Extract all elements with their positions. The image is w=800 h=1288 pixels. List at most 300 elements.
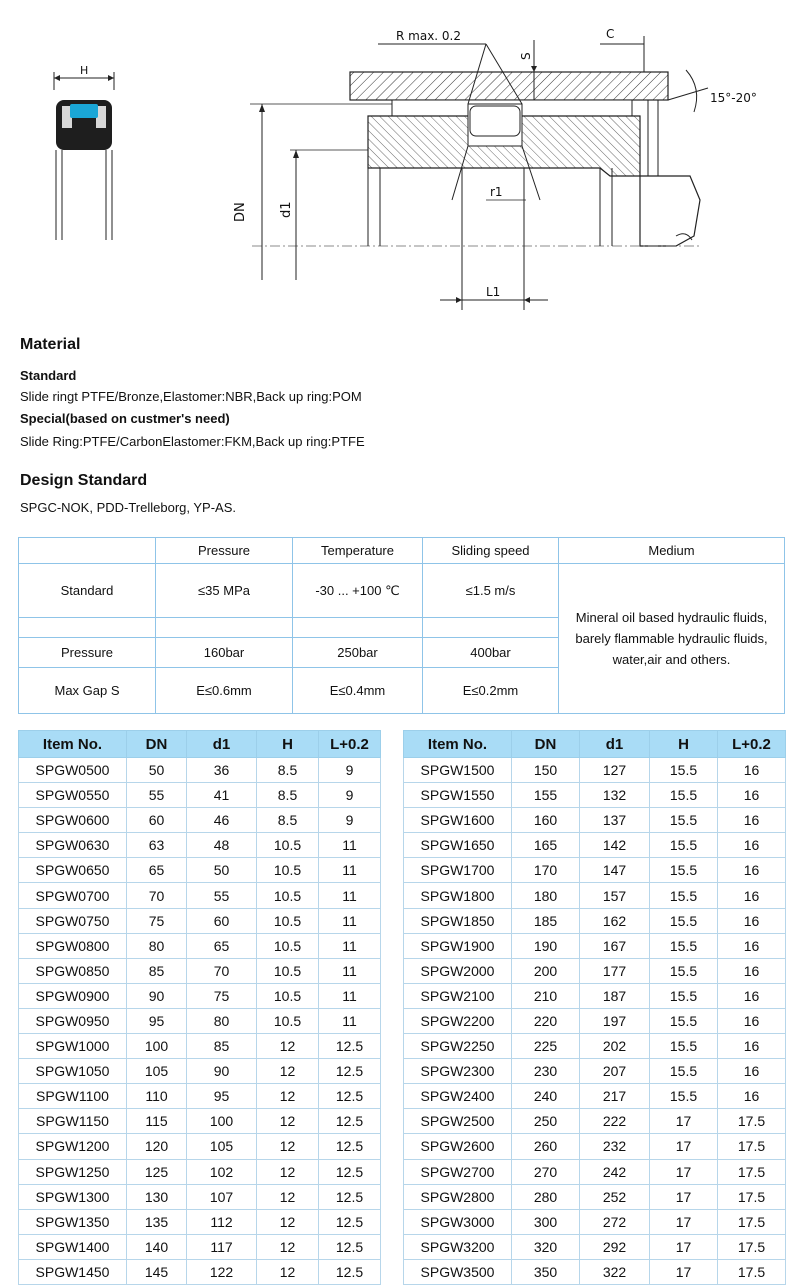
table-row <box>19 908 381 933</box>
table-cell: 95 <box>127 1008 187 1033</box>
groove-cross-section <box>233 27 757 310</box>
table-cell: 210 <box>512 983 580 1008</box>
table-cell: 170 <box>512 858 580 883</box>
table-cell: 55 <box>187 883 257 908</box>
gap-value: E≤0.2mm <box>423 668 559 714</box>
table-cell: 17 <box>650 1109 718 1134</box>
table-cell: 8.5 <box>257 758 319 783</box>
table-cell: 63 <box>127 833 187 858</box>
r-max-label: R max. 0.2 <box>396 29 462 43</box>
table-cell: 12 <box>257 1184 319 1209</box>
table-cell: 12 <box>257 1084 319 1109</box>
table-cell: SPGW2250 <box>404 1034 512 1059</box>
table-row <box>404 1234 786 1259</box>
table-cell: 15.5 <box>650 783 718 808</box>
table-cell: SPGW0630 <box>19 833 127 858</box>
table-cell: 11 <box>319 883 381 908</box>
gap-label: Max Gap S <box>19 668 156 714</box>
table-cell: 15.5 <box>650 858 718 883</box>
material-special-title: Special(based on custmer's need) <box>20 411 230 426</box>
table-cell: 85 <box>127 958 187 983</box>
table-row <box>19 1209 381 1234</box>
table-cell: 117 <box>187 1234 257 1259</box>
table-cell: 240 <box>512 1084 580 1109</box>
design-standard-text: SPGC-NOK, PDD-Trelleborg, YP-AS. <box>20 500 236 515</box>
size-table-right <box>403 730 786 1285</box>
table-cell: 15.5 <box>650 1059 718 1084</box>
table-cell: SPGW0750 <box>19 908 127 933</box>
table-cell: SPGW0950 <box>19 1008 127 1033</box>
table-cell: 220 <box>512 1008 580 1033</box>
table-cell: 12 <box>257 1209 319 1234</box>
table-row <box>404 1034 786 1059</box>
table-cell: 197 <box>580 1008 650 1033</box>
table-cell: 17.5 <box>718 1234 786 1259</box>
table-cell: 157 <box>580 883 650 908</box>
table-cell: 140 <box>127 1234 187 1259</box>
seal-technical-drawing <box>0 0 800 320</box>
table-cell: 16 <box>718 858 786 883</box>
table-cell: 16 <box>718 1034 786 1059</box>
table-cell: SPGW1000 <box>19 1034 127 1059</box>
table-cell: 12 <box>257 1034 319 1059</box>
table-cell: 16 <box>718 983 786 1008</box>
table-cell: 17.5 <box>718 1109 786 1134</box>
table-cell: 17.5 <box>718 1184 786 1209</box>
table-cell: 90 <box>187 1059 257 1084</box>
table-cell: 16 <box>718 833 786 858</box>
table-cell: SPGW2600 <box>404 1134 512 1159</box>
table-cell: 15.5 <box>650 908 718 933</box>
table-cell: 16 <box>718 1008 786 1033</box>
table-cell: 320 <box>512 1234 580 1259</box>
table-cell: 8.5 <box>257 808 319 833</box>
table-cell: 165 <box>512 833 580 858</box>
standard-label: Standard <box>19 564 156 618</box>
table-cell: 272 <box>580 1209 650 1234</box>
table-cell: 16 <box>718 758 786 783</box>
table-cell: 167 <box>580 933 650 958</box>
table-cell: 200 <box>512 958 580 983</box>
table-cell: 50 <box>187 858 257 883</box>
table-cell: SPGW1250 <box>19 1159 127 1184</box>
table-cell: 122 <box>187 1259 257 1284</box>
table-cell: 15.5 <box>650 983 718 1008</box>
table-cell: 9 <box>319 808 381 833</box>
table-cell: SPGW3000 <box>404 1209 512 1234</box>
table-cell: 190 <box>512 933 580 958</box>
table-row <box>404 1109 786 1134</box>
table-cell: 12.5 <box>319 1209 381 1234</box>
conditions-header-cell: Sliding speed <box>423 538 559 564</box>
table-cell: 10.5 <box>257 883 319 908</box>
table-cell: 10.5 <box>257 908 319 933</box>
material-standard-text: Slide ringt PTFE/Bronze,Elastomer:NBR,Back up ring:POM <box>20 389 362 404</box>
table-row <box>404 958 786 983</box>
table-cell: SPGW2500 <box>404 1109 512 1134</box>
table-cell: SPGW1850 <box>404 908 512 933</box>
col-h: H <box>650 731 718 758</box>
table-cell: 12 <box>257 1234 319 1259</box>
seal-profile-view <box>54 64 114 240</box>
table-row <box>19 958 381 983</box>
table-cell: 80 <box>127 933 187 958</box>
table-cell: SPGW1450 <box>19 1259 127 1284</box>
table-row <box>19 808 381 833</box>
col-dn: DN <box>512 731 580 758</box>
table-cell: 11 <box>319 983 381 1008</box>
table-row <box>404 933 786 958</box>
table-cell: SPGW1200 <box>19 1134 127 1159</box>
table-cell: 17.5 <box>718 1159 786 1184</box>
table-cell: 250 <box>512 1109 580 1134</box>
table-cell: SPGW2700 <box>404 1159 512 1184</box>
table-cell: 15.5 <box>650 833 718 858</box>
table-cell: 12.5 <box>319 1134 381 1159</box>
table-cell: SPGW2800 <box>404 1184 512 1209</box>
material-heading: Material <box>20 336 81 353</box>
col-h: H <box>257 731 319 758</box>
table-cell: 350 <box>512 1259 580 1284</box>
standard-temperature: -30 ... +100 ℃ <box>293 564 423 618</box>
table-cell: 75 <box>187 983 257 1008</box>
table-cell: 15.5 <box>650 1084 718 1109</box>
table-cell: 147 <box>580 858 650 883</box>
material-standard-title: Standard <box>20 368 77 383</box>
table-cell: 12 <box>257 1259 319 1284</box>
table-cell: 60 <box>187 908 257 933</box>
table-row <box>404 808 786 833</box>
table-cell: 16 <box>718 958 786 983</box>
l1-label: L1 <box>486 285 501 299</box>
table-cell: 217 <box>580 1084 650 1109</box>
table-cell: 12.5 <box>319 1184 381 1209</box>
angle-label: 15°-20° <box>710 91 757 105</box>
table-cell: 11 <box>319 933 381 958</box>
table-cell: 15.5 <box>650 1008 718 1033</box>
table-cell: SPGW0500 <box>19 758 127 783</box>
col-d1: d1 <box>187 731 257 758</box>
table-cell: 145 <box>127 1259 187 1284</box>
table-row <box>404 1209 786 1234</box>
size-table-left <box>18 730 381 1285</box>
table-cell: SPGW1150 <box>19 1109 127 1134</box>
pressure-label: Pressure <box>19 638 156 668</box>
table-row <box>19 983 381 1008</box>
table-cell: 322 <box>580 1259 650 1284</box>
table-cell: 48 <box>187 833 257 858</box>
table-row <box>19 758 381 783</box>
table-cell: 105 <box>187 1134 257 1159</box>
table-cell: SPGW1600 <box>404 808 512 833</box>
table-cell: 12.5 <box>319 1259 381 1284</box>
table-cell: 222 <box>580 1109 650 1134</box>
table-cell: 115 <box>127 1109 187 1134</box>
table-cell: 10.5 <box>257 833 319 858</box>
standard-pressure: ≤35 MPa <box>156 564 293 618</box>
table-cell: 127 <box>580 758 650 783</box>
table-cell: 50 <box>127 758 187 783</box>
table-cell: 11 <box>319 833 381 858</box>
table-cell: 270 <box>512 1159 580 1184</box>
table-cell: 105 <box>127 1059 187 1084</box>
table-cell: 100 <box>127 1034 187 1059</box>
table-row <box>404 883 786 908</box>
table-cell: SPGW0850 <box>19 958 127 983</box>
material-special-text: Slide Ring:PTFE/CarbonElastomer:FKM,Back up ring:PTFE <box>20 434 365 449</box>
table-row <box>19 1059 381 1084</box>
table-row <box>404 1259 786 1284</box>
table-cell: SPGW2400 <box>404 1084 512 1109</box>
table-row <box>19 1084 381 1109</box>
table-cell: 142 <box>580 833 650 858</box>
table-cell: 70 <box>187 958 257 983</box>
table-cell: 10.5 <box>257 983 319 1008</box>
col-dn: DN <box>127 731 187 758</box>
table-row <box>404 1134 786 1159</box>
table-cell: 16 <box>718 933 786 958</box>
gap-value: E≤0.4mm <box>293 668 423 714</box>
table-cell: 10.5 <box>257 1008 319 1033</box>
table-cell: SPGW3500 <box>404 1259 512 1284</box>
table-row <box>19 783 381 808</box>
gap-value: E≤0.6mm <box>156 668 293 714</box>
table-row <box>404 783 786 808</box>
size-header-row <box>19 731 381 758</box>
table-cell: 17.5 <box>718 1209 786 1234</box>
table-cell: 60 <box>127 808 187 833</box>
table-cell: 185 <box>512 908 580 933</box>
table-cell: 207 <box>580 1059 650 1084</box>
table-cell: SPGW1500 <box>404 758 512 783</box>
table-cell: 16 <box>718 908 786 933</box>
table-cell: 17.5 <box>718 1259 786 1284</box>
table-cell: 90 <box>127 983 187 1008</box>
medium-cell: Mineral oil based hydraulic fluids, barely flammable hydraulic fluids, water,air and others. <box>559 564 785 714</box>
pressure-value: 250bar <box>293 638 423 668</box>
conditions-header-cell: Pressure <box>156 538 293 564</box>
table-row <box>404 1084 786 1109</box>
table-cell: SPGW1550 <box>404 783 512 808</box>
table-cell: 125 <box>127 1159 187 1184</box>
table-cell: 100 <box>187 1109 257 1134</box>
table-cell: 75 <box>127 908 187 933</box>
table-row <box>19 1109 381 1134</box>
r1-label: r1 <box>490 185 503 199</box>
table-cell: 15.5 <box>650 1034 718 1059</box>
c-label: C <box>606 27 615 41</box>
table-cell: SPGW1650 <box>404 833 512 858</box>
table-row <box>19 858 381 883</box>
standard-speed: ≤1.5 m/s <box>423 564 559 618</box>
table-row <box>404 833 786 858</box>
table-cell: 10.5 <box>257 933 319 958</box>
table-cell: SPGW0550 <box>19 783 127 808</box>
table-cell: 12 <box>257 1109 319 1134</box>
table-cell: 160 <box>512 808 580 833</box>
s-label: S <box>519 52 533 60</box>
table-cell: 12.5 <box>319 1034 381 1059</box>
table-cell: SPGW1100 <box>19 1084 127 1109</box>
table-cell: SPGW1700 <box>404 858 512 883</box>
table-row <box>19 933 381 958</box>
table-cell: 15.5 <box>650 958 718 983</box>
table-cell: SPGW3200 <box>404 1234 512 1259</box>
col-l: L+0.2 <box>319 731 381 758</box>
conditions-header-cell <box>19 538 156 564</box>
table-cell: 17 <box>650 1234 718 1259</box>
table-row <box>404 908 786 933</box>
table-cell: 132 <box>580 783 650 808</box>
table-cell: SPGW0800 <box>19 933 127 958</box>
pressure-value: 400bar <box>423 638 559 668</box>
table-row <box>19 1184 381 1209</box>
table-cell: 180 <box>512 883 580 908</box>
table-cell: 300 <box>512 1209 580 1234</box>
table-cell: 11 <box>319 858 381 883</box>
design-standard-heading: Design Standard <box>20 472 148 489</box>
table-cell: 102 <box>187 1159 257 1184</box>
table-cell: SPGW2300 <box>404 1059 512 1084</box>
table-row <box>19 1034 381 1059</box>
table-cell: 17 <box>650 1184 718 1209</box>
table-cell: 252 <box>580 1184 650 1209</box>
table-cell: 9 <box>319 758 381 783</box>
table-cell: 150 <box>512 758 580 783</box>
table-cell: SPGW0650 <box>19 858 127 883</box>
size-header-row <box>404 731 786 758</box>
table-cell: 12 <box>257 1134 319 1159</box>
table-cell: 17 <box>650 1209 718 1234</box>
table-cell: 10.5 <box>257 958 319 983</box>
table-cell: 80 <box>187 1008 257 1033</box>
dim-h-label: H <box>80 64 89 77</box>
table-cell: 120 <box>127 1134 187 1159</box>
table-row <box>404 1008 786 1033</box>
table-cell: 280 <box>512 1184 580 1209</box>
table-cell: 46 <box>187 808 257 833</box>
conditions-header-cell: Medium <box>559 538 785 564</box>
col-l: L+0.2 <box>718 731 786 758</box>
table-row <box>19 833 381 858</box>
table-cell: 12.5 <box>319 1084 381 1109</box>
table-cell: 12.5 <box>319 1059 381 1084</box>
table-cell: 12.5 <box>319 1109 381 1134</box>
table-cell: 225 <box>512 1034 580 1059</box>
table-cell: SPGW1400 <box>19 1234 127 1259</box>
table-cell: 177 <box>580 958 650 983</box>
table-cell: 41 <box>187 783 257 808</box>
table-cell: 11 <box>319 1008 381 1033</box>
table-cell: 130 <box>127 1184 187 1209</box>
table-cell: 137 <box>580 808 650 833</box>
table-cell: SPGW1300 <box>19 1184 127 1209</box>
table-row <box>19 1008 381 1033</box>
col-d1: d1 <box>580 731 650 758</box>
conditions-header-row <box>19 538 785 564</box>
table-cell: 55 <box>127 783 187 808</box>
table-cell: 162 <box>580 908 650 933</box>
table-cell: 12.5 <box>319 1234 381 1259</box>
pressure-value: 160bar <box>156 638 293 668</box>
table-cell: 17 <box>650 1159 718 1184</box>
table-cell: 11 <box>319 958 381 983</box>
table-cell: 36 <box>187 758 257 783</box>
d1-label: d1 <box>279 201 294 218</box>
table-row <box>19 883 381 908</box>
table-cell: 155 <box>512 783 580 808</box>
table-cell: 12.5 <box>319 1159 381 1184</box>
table-cell: 112 <box>187 1209 257 1234</box>
table-row <box>19 1159 381 1184</box>
table-cell: SPGW2100 <box>404 983 512 1008</box>
table-cell: 16 <box>718 1084 786 1109</box>
table-cell: 17.5 <box>718 1134 786 1159</box>
table-cell: SPGW1900 <box>404 933 512 958</box>
table-cell: SPGW0900 <box>19 983 127 1008</box>
table-cell: 70 <box>127 883 187 908</box>
table-cell: 65 <box>187 933 257 958</box>
table-cell: 107 <box>187 1184 257 1209</box>
operating-conditions-table <box>18 537 785 714</box>
table-cell: SPGW1800 <box>404 883 512 908</box>
table-cell: SPGW1350 <box>19 1209 127 1234</box>
table-cell: 8.5 <box>257 783 319 808</box>
table-cell: SPGW2000 <box>404 958 512 983</box>
table-cell: 17 <box>650 1134 718 1159</box>
table-cell: 11 <box>319 908 381 933</box>
table-cell: 16 <box>718 783 786 808</box>
table-cell: 85 <box>187 1034 257 1059</box>
table-row <box>404 858 786 883</box>
table-cell: SPGW2200 <box>404 1008 512 1033</box>
table-cell: SPGW0600 <box>19 808 127 833</box>
table-row <box>404 983 786 1008</box>
table-cell: 9 <box>319 783 381 808</box>
table-cell: 15.5 <box>650 758 718 783</box>
table-cell: 65 <box>127 858 187 883</box>
table-cell: 16 <box>718 808 786 833</box>
conditions-header-cell: Temperature <box>293 538 423 564</box>
table-cell: 230 <box>512 1059 580 1084</box>
table-cell: 16 <box>718 1059 786 1084</box>
table-cell: 10.5 <box>257 858 319 883</box>
table-cell: 202 <box>580 1034 650 1059</box>
table-cell: 16 <box>718 883 786 908</box>
table-cell: 15.5 <box>650 933 718 958</box>
table-row <box>19 1134 381 1159</box>
col-item-no: Item No. <box>404 731 512 758</box>
table-row <box>404 1159 786 1184</box>
table-row <box>19 1259 381 1284</box>
conditions-standard-row <box>19 564 785 618</box>
table-cell: 260 <box>512 1134 580 1159</box>
table-cell: 17 <box>650 1259 718 1284</box>
col-item-no: Item No. <box>19 731 127 758</box>
table-row <box>19 1234 381 1259</box>
table-cell: 187 <box>580 983 650 1008</box>
table-row <box>404 1059 786 1084</box>
table-cell: 292 <box>580 1234 650 1259</box>
table-row <box>404 758 786 783</box>
table-cell: SPGW1050 <box>19 1059 127 1084</box>
table-cell: 242 <box>580 1159 650 1184</box>
table-cell: 232 <box>580 1134 650 1159</box>
table-cell: 12 <box>257 1159 319 1184</box>
table-cell: 110 <box>127 1084 187 1109</box>
table-row <box>404 1184 786 1209</box>
table-cell: 12 <box>257 1059 319 1084</box>
